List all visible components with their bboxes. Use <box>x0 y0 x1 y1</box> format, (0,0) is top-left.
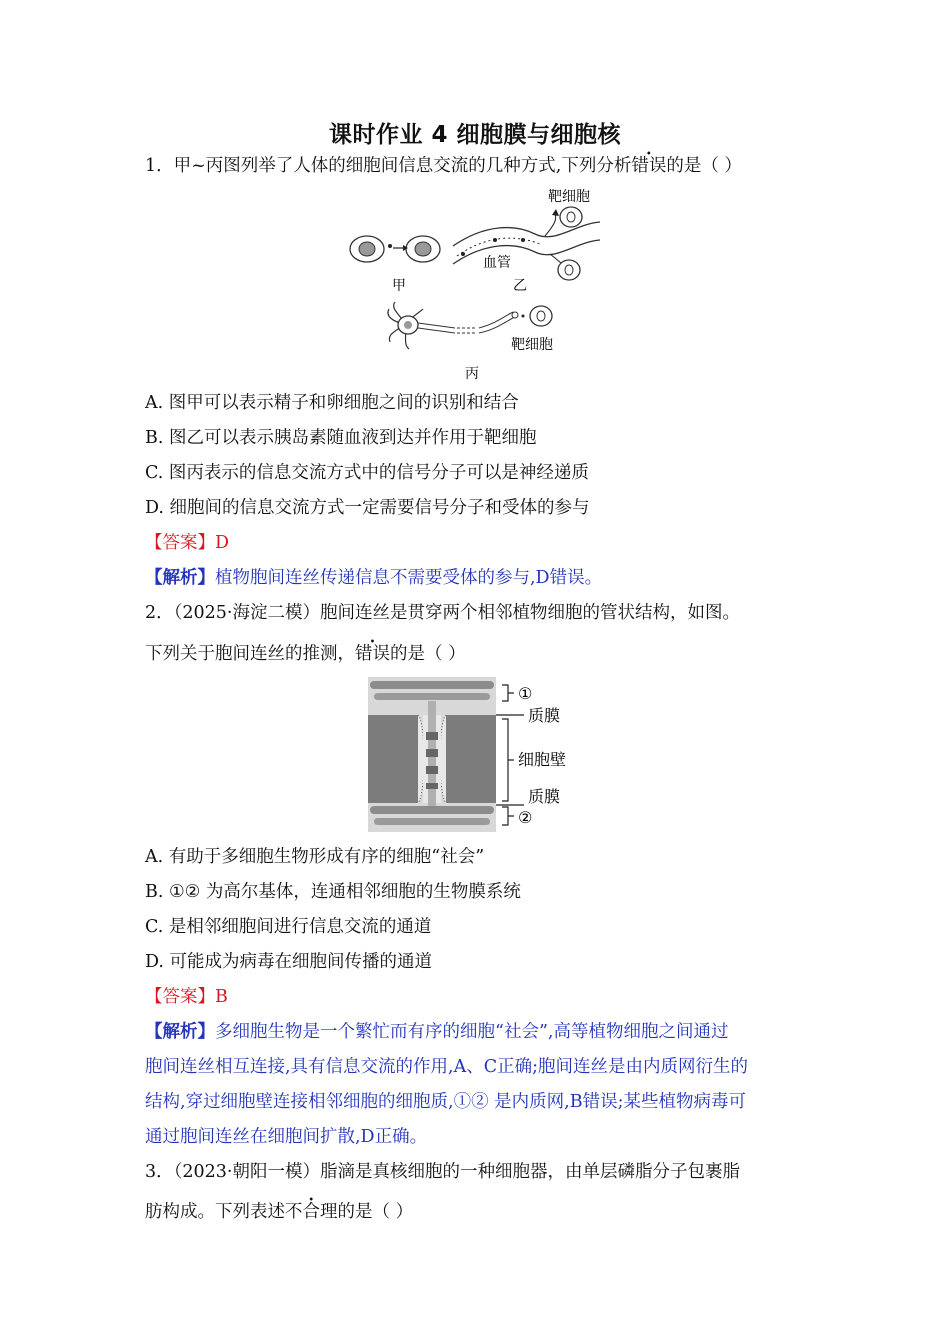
label-yi: 乙 <box>513 278 527 294</box>
q3-stem-line2: 肪构成。下列表述不合理的是（ ） <box>145 1202 414 1222</box>
q1-stem: 1．甲~丙图列举了人体的细胞间信息交流的几种方式,下列分析错误的是（ ） <box>145 156 742 176</box>
q2-stem-line2: 下列关于胞间连丝的推测，错误的是（ ） <box>145 644 466 664</box>
q2-analysis-line3: 结构,穿过细胞壁连接相邻细胞的细胞质,①② 是内质网,B错误;某些植物病毒可 <box>145 1092 747 1112</box>
label-vessel: 血管 <box>483 255 511 271</box>
label-2: ② <box>518 808 533 827</box>
label-target-bottom: 靶细胞 <box>511 337 553 353</box>
q2-figure <box>368 677 593 832</box>
q3-emphasis: 不合理 <box>285 1202 338 1222</box>
q1-figure <box>345 184 605 384</box>
q3-stem-line1: 3．（2023·朝阳一模）脂滴是真核细胞的一种细胞器，由单层磷脂分子包裹脂 <box>145 1162 740 1182</box>
q2-analysis-line4: 通过胞间连丝在细胞间扩散,D正确。 <box>145 1127 428 1147</box>
label-target-top: 靶细胞 <box>548 189 590 205</box>
q2-option-b: B. ①② 为高尔基体，连通相邻细胞的生物膜系统 <box>145 882 521 902</box>
q2-option-a: A. 有助于多细胞生物形成有序的细胞“社会” <box>145 847 485 867</box>
q1-option-a: A. 图甲可以表示精子和卵细胞之间的识别和结合 <box>145 393 519 413</box>
label-membrane-top: 质膜 <box>528 706 561 725</box>
q1-option-b: B. 图乙可以表示胰岛素随血液到达并作用于靶细胞 <box>145 428 537 448</box>
label-membrane-bottom: 质膜 <box>528 787 561 806</box>
q1-emphasis: 错误 <box>631 156 667 176</box>
q2-analysis-line1: 【解析】多细胞生物是一个繁忙而有序的细胞“社会”,高等植物细胞之间通过 <box>145 1022 729 1042</box>
label-bing: 丙 <box>465 366 479 382</box>
q2-emphasis: 错误 <box>355 644 390 664</box>
q1-analysis: 【解析】植物胞间连丝传递信息不需要受体的参与,D错误。 <box>145 568 603 588</box>
q1-option-d: D. 细胞间的信息交流方式一定需要信号分子和受体的参与 <box>145 498 590 518</box>
page-title: 课时作业 4 细胞膜与细胞核 <box>328 122 622 148</box>
q2-option-c: C. 是相邻细胞间进行信息交流的通道 <box>145 917 432 937</box>
q1-answer: 【答案】D <box>145 533 230 553</box>
q2-answer: 【答案】B <box>145 987 228 1007</box>
label-jia: 甲 <box>392 278 406 294</box>
label-wall: 细胞壁 <box>518 750 567 769</box>
q2-stem-line1: 2．（2025·海淀二模）胞间连丝是贯穿两个相邻植物细胞的管状结构，如图。 <box>145 603 740 623</box>
label-1: ① <box>518 684 533 703</box>
q2-option-d: D. 可能成为病毒在细胞间传播的通道 <box>145 952 433 972</box>
q2-analysis-line2: 胞间连丝相互连接,具有信息交流的作用,A、C正确;胞间连丝是由内质网衍生的 <box>145 1057 749 1077</box>
q1-option-c: C. 图丙表示的信息交流方式中的信号分子可以是神经递质 <box>145 463 589 483</box>
